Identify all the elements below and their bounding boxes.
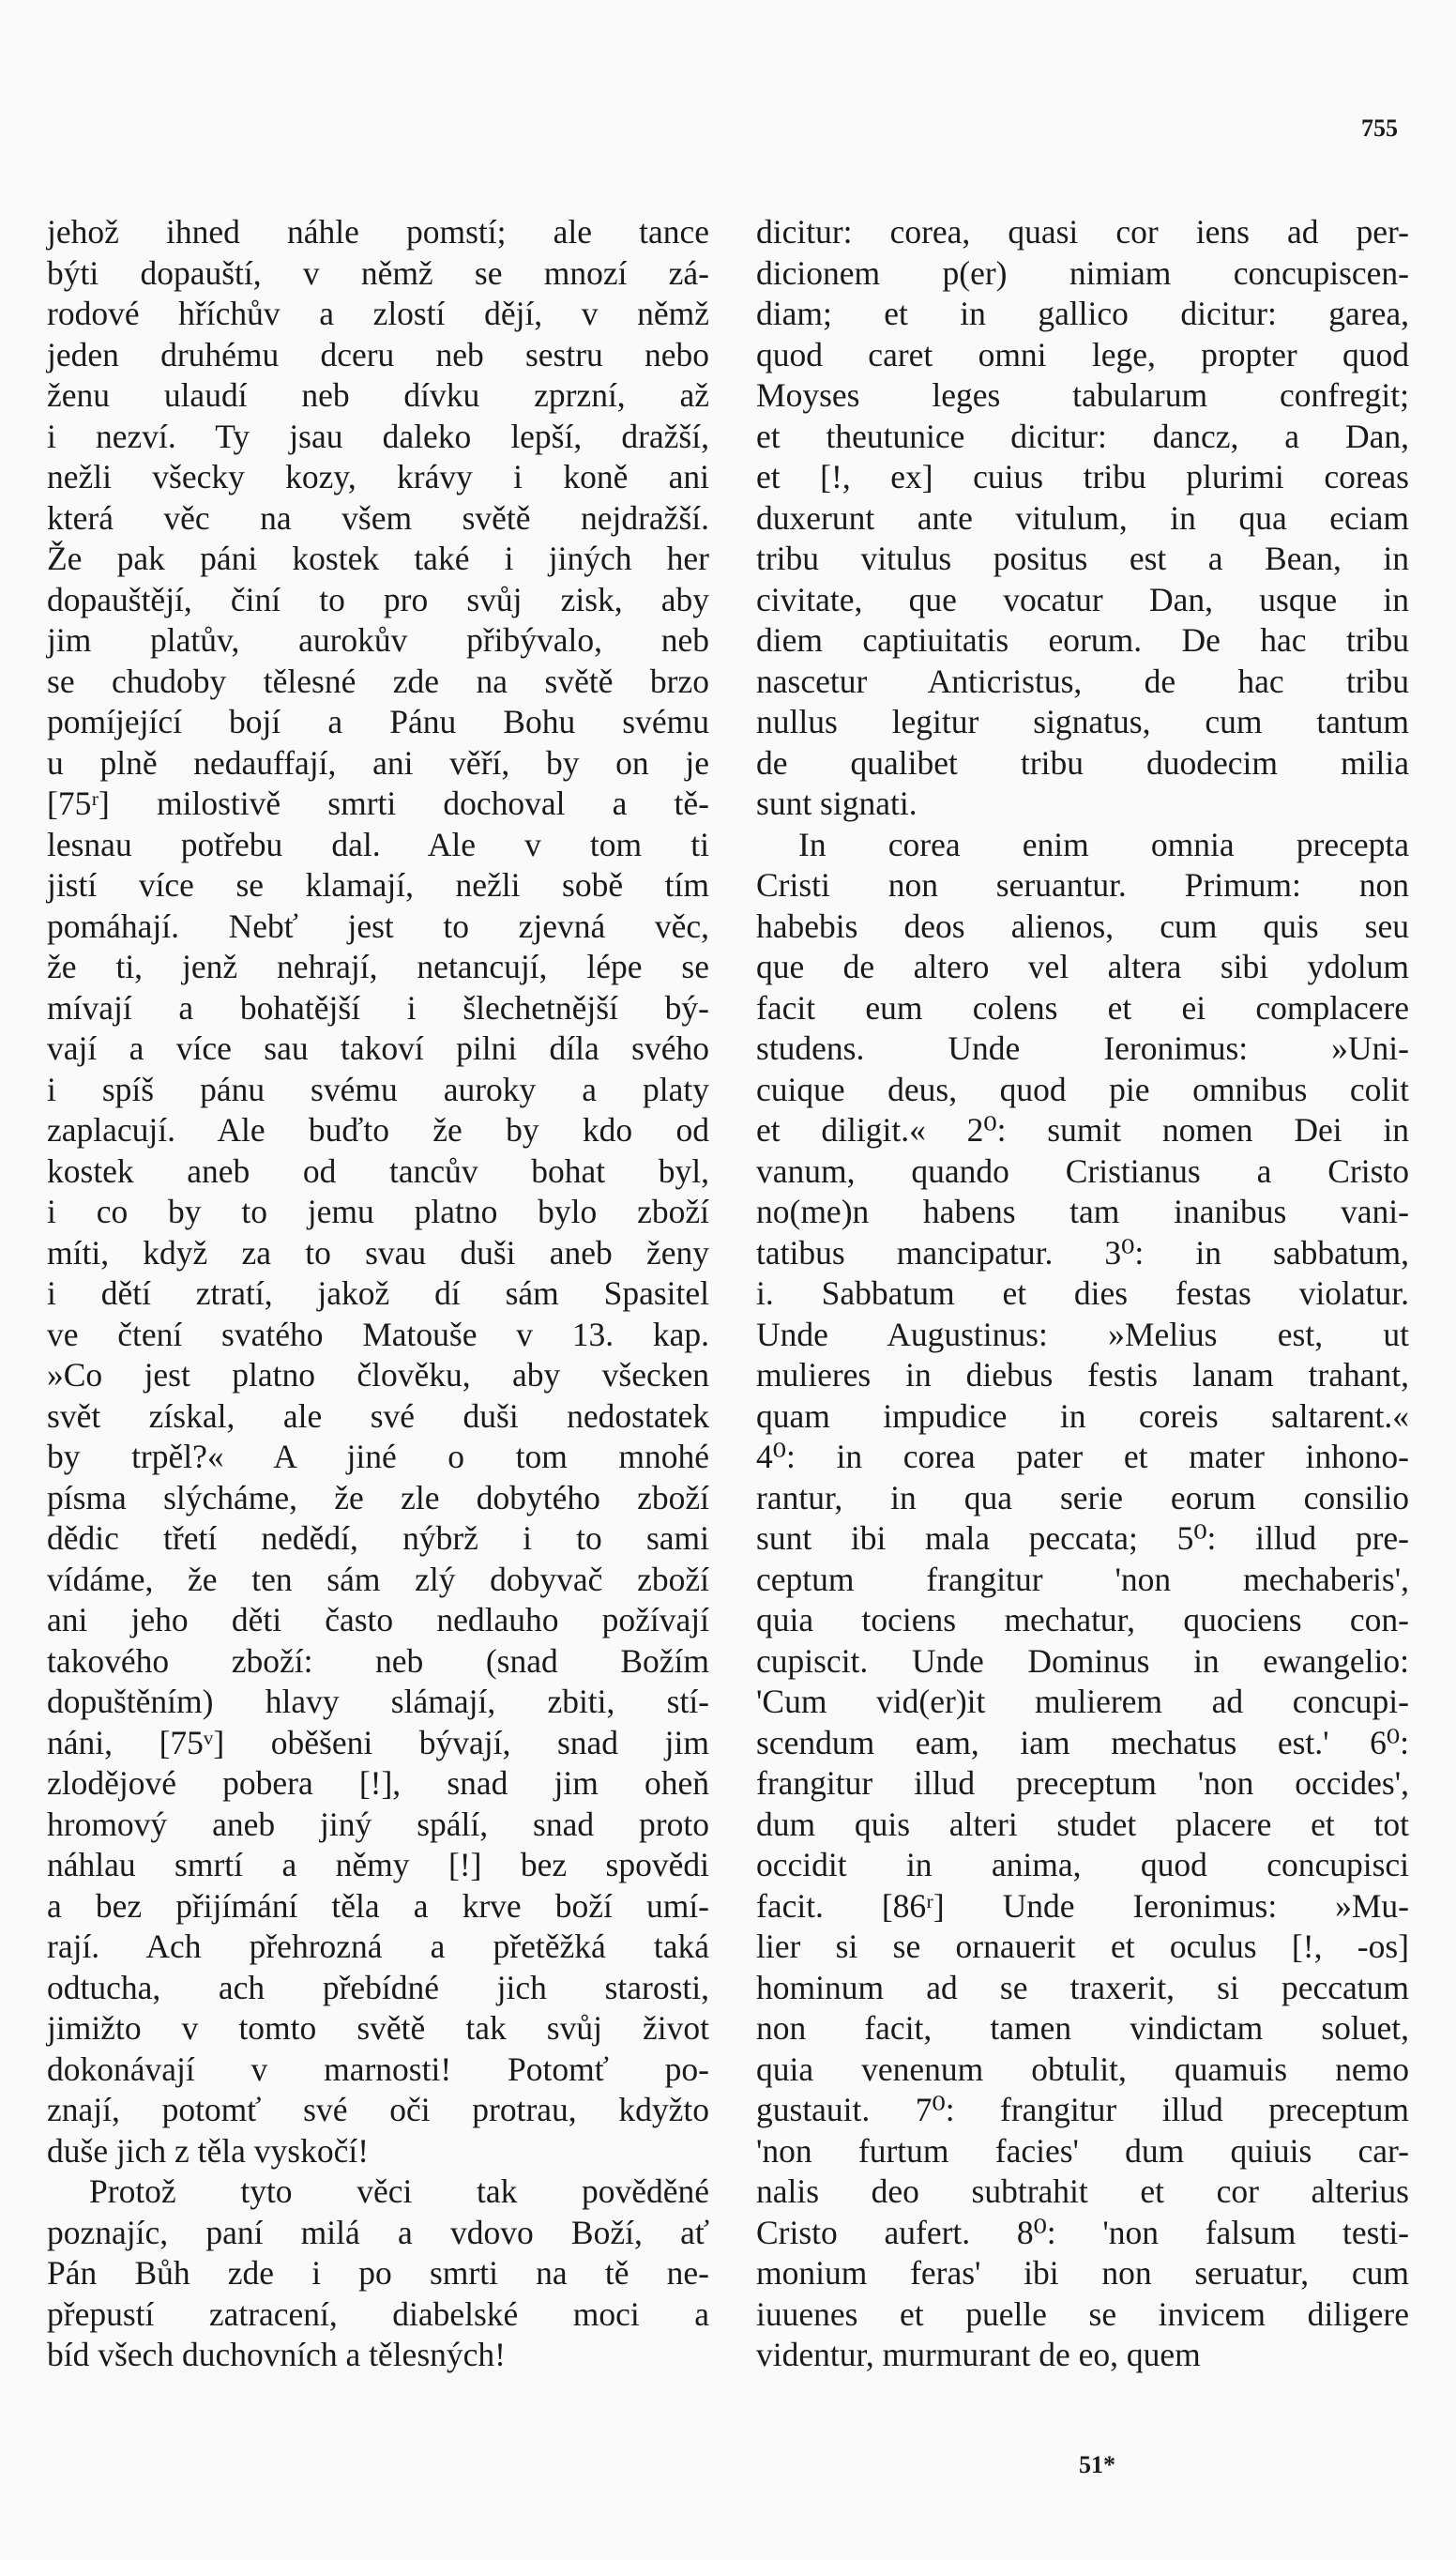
text-line: pomíjející bojí a Pánu Bohu svému bbox=[47, 703, 709, 740]
text-line: duxerunt ante vitulum, in qua eciam bbox=[756, 498, 1409, 537]
text-line: diam; et in gallico dicitur: garea, bbox=[756, 295, 1409, 332]
text-line: dokonávají v marnosti! Potomť po- bbox=[47, 2050, 709, 2088]
text-line: Cristi non seruantur. Primum: non bbox=[756, 866, 1409, 904]
text-line: dicionem p(er) nimiam concupiscen- bbox=[756, 253, 1409, 292]
text-line: facit. [86ʳ] Unde Ieronimus: »Mu- bbox=[756, 1886, 1409, 1925]
text-line: i. Sabbatum et dies festas violatur. bbox=[756, 1274, 1409, 1312]
text-line: i nezví. Ty jsau daleko lepší, dražší, bbox=[47, 417, 709, 455]
text-line: zaplacují. Ale buďto že by kdo od bbox=[47, 1111, 709, 1149]
text-line: tribu vitulus positus est a Bean, in bbox=[756, 540, 1409, 577]
text-line: dědic třetí nedědí, nýbrž i to sami bbox=[47, 1519, 709, 1557]
text-line: non facit, tamen vindictam soluet, bbox=[756, 2009, 1409, 2047]
text-line: dopauštějí, činí to pro svůj zisk, aby bbox=[47, 580, 709, 618]
text-line: cuique deus, quod pie omnibus colit bbox=[756, 1070, 1409, 1108]
text-line: jeden druhému dceru neb sestru nebo bbox=[47, 335, 709, 373]
printer-signature-mark: 51* bbox=[1079, 2451, 1115, 2478]
text-line: Cristo aufert. 8⁰: 'non falsum testi- bbox=[756, 2213, 1409, 2251]
text-line: ceptum frangitur 'non mechaberis', bbox=[756, 1560, 1409, 1598]
text-line: Pán Bůh zde i po smrti na tě ne- bbox=[47, 2254, 709, 2292]
text-line: 'non furtum facies' dum quiuis car- bbox=[756, 2131, 1409, 2170]
right-column-latin-text bbox=[756, 212, 1409, 2376]
text-line: duše jich z těla vyskočí! bbox=[47, 2131, 370, 2170]
text-line: 4⁰: in corea pater et mater inhono- bbox=[756, 1438, 1409, 1475]
text-line: dum quis alteri studet placere et tot bbox=[756, 1805, 1409, 1843]
text-line: kostek aneb od tancův bohat byl, bbox=[47, 1151, 709, 1190]
text-line: a bez přijímání těla a krve boží umí- bbox=[47, 1886, 709, 1925]
text-line: náni, [75ᵛ] oběšeni bývají, snad jim bbox=[47, 1723, 709, 1761]
text-line: sunt ibi mala peccata; 5⁰: illud pre- bbox=[756, 1519, 1409, 1557]
page-number: 755 bbox=[1361, 114, 1398, 142]
text-line: 'Cum vid(er)it mulierem ad concupi- bbox=[756, 1683, 1409, 1720]
text-line: písma slýcháme, že zle dobytého zboží bbox=[47, 1478, 709, 1516]
text-line: cupiscit. Unde Dominus in ewangelio: bbox=[756, 1641, 1409, 1680]
text-line: dicitur: corea, quasi cor iens ad per- bbox=[756, 213, 1409, 251]
text-line: nullus legitur signatus, cum tantum bbox=[756, 703, 1409, 740]
text-line: svět získal, ale své duši nedostatek bbox=[47, 1396, 709, 1435]
text-line: rají. Ach přehrozná a přetěžká taká bbox=[47, 1928, 709, 1965]
text-line: de qualibet tribu duodecim milia bbox=[756, 743, 1409, 782]
text-line: jimižto v tomto světě tak svůj život bbox=[47, 2009, 709, 2047]
text-line: hromový aneb jiný spálí, snad proto bbox=[47, 1805, 709, 1843]
text-line: et [!, ex] cuius tribu plurimi coreas bbox=[756, 458, 1409, 495]
text-line: et theutunice dicitur: dancz, a Dan, bbox=[756, 417, 1409, 455]
text-line: se chudoby tělesné zde na světě brzo bbox=[47, 662, 709, 700]
text-line: nalis deo subtrahit et cor alterius bbox=[756, 2172, 1409, 2210]
text-line: jim platův, aurokův přibývalo, neb bbox=[47, 621, 709, 659]
text-line: která věc na všem světě nejdražší. bbox=[47, 498, 709, 537]
text-line: ani jeho děti často nedlauho požívají bbox=[47, 1601, 709, 1638]
text-line: rantur, in qua serie eorum consilio bbox=[756, 1478, 1409, 1516]
text-line: iuuenes et puelle se invicem diligere bbox=[756, 2294, 1409, 2333]
text-line: býti dopauští, v němž se mnozí zá- bbox=[47, 253, 709, 292]
text-line: no(me)n habens tam inanibus vani- bbox=[756, 1193, 1409, 1230]
text-line: studens. Unde Ieronimus: »Uni- bbox=[756, 1029, 1409, 1067]
text-line: i co by to jemu platno bylo zboží bbox=[47, 1193, 709, 1230]
text-line: videntur, murmurant de eo, quem bbox=[756, 2336, 1201, 2373]
text-line: rodové hříchův a zlostí dějí, v němž bbox=[47, 295, 709, 332]
text-line: habebis deos alienos, cum quis seu bbox=[756, 907, 1409, 945]
text-line: lesnau potřebu dal. Ale v tom ti bbox=[47, 825, 709, 863]
text-line: gustauit. 7⁰: frangitur illud preceptum bbox=[756, 2091, 1409, 2128]
text-line: zlodějové pobera [!], snad jim oheň bbox=[47, 1764, 709, 1802]
text-line: vají a více sau takoví pilni díla svého bbox=[47, 1029, 709, 1067]
text-line: i dětí ztratí, jakož dí sám Spasitel bbox=[47, 1274, 709, 1312]
text-line: ženu ulaudí neb dívku zprzní, až bbox=[47, 376, 709, 414]
text-line: mívají a bohatější i šlechetnější bý- bbox=[47, 988, 709, 1027]
text-line: quod caret omni lege, propter quod bbox=[756, 335, 1409, 373]
text-line: ve čtení svatého Matouše v 13. kap. bbox=[47, 1315, 709, 1353]
text-line: takového zboží: neb (snad Božím bbox=[47, 1641, 709, 1680]
text-line: [75ʳ] milostivě smrti dochoval a tě- bbox=[47, 785, 709, 822]
text-line: odtucha, ach přebídné jich starosti, bbox=[47, 1968, 709, 2006]
text-line: mulieres in diebus festis lanam trahant, bbox=[756, 1356, 1409, 1394]
text-line: Unde Augustinus: »Melius est, ut bbox=[756, 1315, 1409, 1353]
text-line: nascetur Anticristus, de hac tribu bbox=[756, 662, 1409, 700]
text-line: quia venenum obtulit, quamuis nemo bbox=[756, 2050, 1409, 2088]
text-line: et diligit.« 2⁰: sumit nomen Dei in bbox=[756, 1111, 1409, 1149]
text-line: tatibus mancipatur. 3⁰: in sabbatum, bbox=[756, 1233, 1409, 1272]
text-line: náhlau smrtí a němy [!] bez spovědi bbox=[47, 1846, 709, 1883]
text-line: diem captiuitatis eorum. De hac tribu bbox=[756, 621, 1409, 659]
text-line: vanum, quando Cristianus a Cristo bbox=[756, 1151, 1409, 1190]
text-line: že ti, jenž nehrají, netancují, lépe se bbox=[47, 948, 709, 985]
text-line: by trpěl?« A jiné o tom mnohé bbox=[47, 1438, 709, 1475]
text-line: jistí více se klamají, nežli sobě tím bbox=[47, 866, 709, 904]
text-line: míti, když za to svau duši aneb ženy bbox=[47, 1233, 709, 1272]
text-line: In corea enim omnia precepta bbox=[798, 825, 1409, 863]
text-line: u plně nedauffají, ani věří, by on je bbox=[47, 743, 709, 782]
text-line: hominum ad se traxerit, si peccatum bbox=[756, 1968, 1409, 2006]
text-line: facit eum colens et ei complacere bbox=[756, 988, 1409, 1027]
text-line: dopuštěním) hlavy slámají, zbiti, stí- bbox=[47, 1683, 709, 1720]
text-line: Že pak páni kostek také i jiných her bbox=[47, 540, 709, 577]
text-line: nežli všecky kozy, krávy i koně ani bbox=[47, 458, 709, 495]
text-line: monium feras' ibi non seruatur, cum bbox=[756, 2254, 1409, 2292]
text-line: occidit in anima, quod concupisci bbox=[756, 1846, 1409, 1883]
text-line: jehož ihned náhle pomstí; ale tance bbox=[47, 213, 709, 251]
text-line: i spíš pánu svému auroky a platy bbox=[47, 1070, 709, 1108]
text-line: scendum eam, iam mechatus est.' 6⁰: bbox=[756, 1723, 1409, 1761]
text-line: sunt signati. bbox=[756, 785, 918, 822]
text-line: lier si se ornauerit et oculus [!, -os] bbox=[756, 1928, 1409, 1965]
text-line: frangitur illud preceptum 'non occides', bbox=[756, 1764, 1409, 1802]
text-line: bíd všech duchovních a tělesných! bbox=[47, 2336, 506, 2373]
text-line: Protož tyto věci tak pověděné bbox=[89, 2172, 709, 2210]
text-line: pomáhají. Nebť jest to zjevná věc, bbox=[47, 907, 709, 945]
text-line: quam impudice in coreis saltarent.« bbox=[756, 1396, 1409, 1435]
text-line: quia tociens mechatur, quociens con- bbox=[756, 1601, 1409, 1638]
left-column-czech-text bbox=[47, 212, 709, 2376]
text-line: civitate, que vocatur Dan, usque in bbox=[756, 580, 1409, 618]
text-line: »Co jest platno člověku, aby všecken bbox=[47, 1356, 709, 1394]
text-line: Moyses leges tabularum confregit; bbox=[756, 376, 1409, 414]
text-line: poznajíc, paní milá a vdovo Boží, ať bbox=[47, 2213, 709, 2251]
text-line: znají, potomť své oči protrau, kdyžto bbox=[47, 2091, 709, 2128]
text-line: přepustí zatracení, diabelské moci a bbox=[47, 2294, 709, 2333]
text-line: vídáme, že ten sám zlý dobyvač zboží bbox=[47, 1560, 709, 1598]
text-line: que de altero vel altera sibi ydolum bbox=[756, 948, 1409, 985]
